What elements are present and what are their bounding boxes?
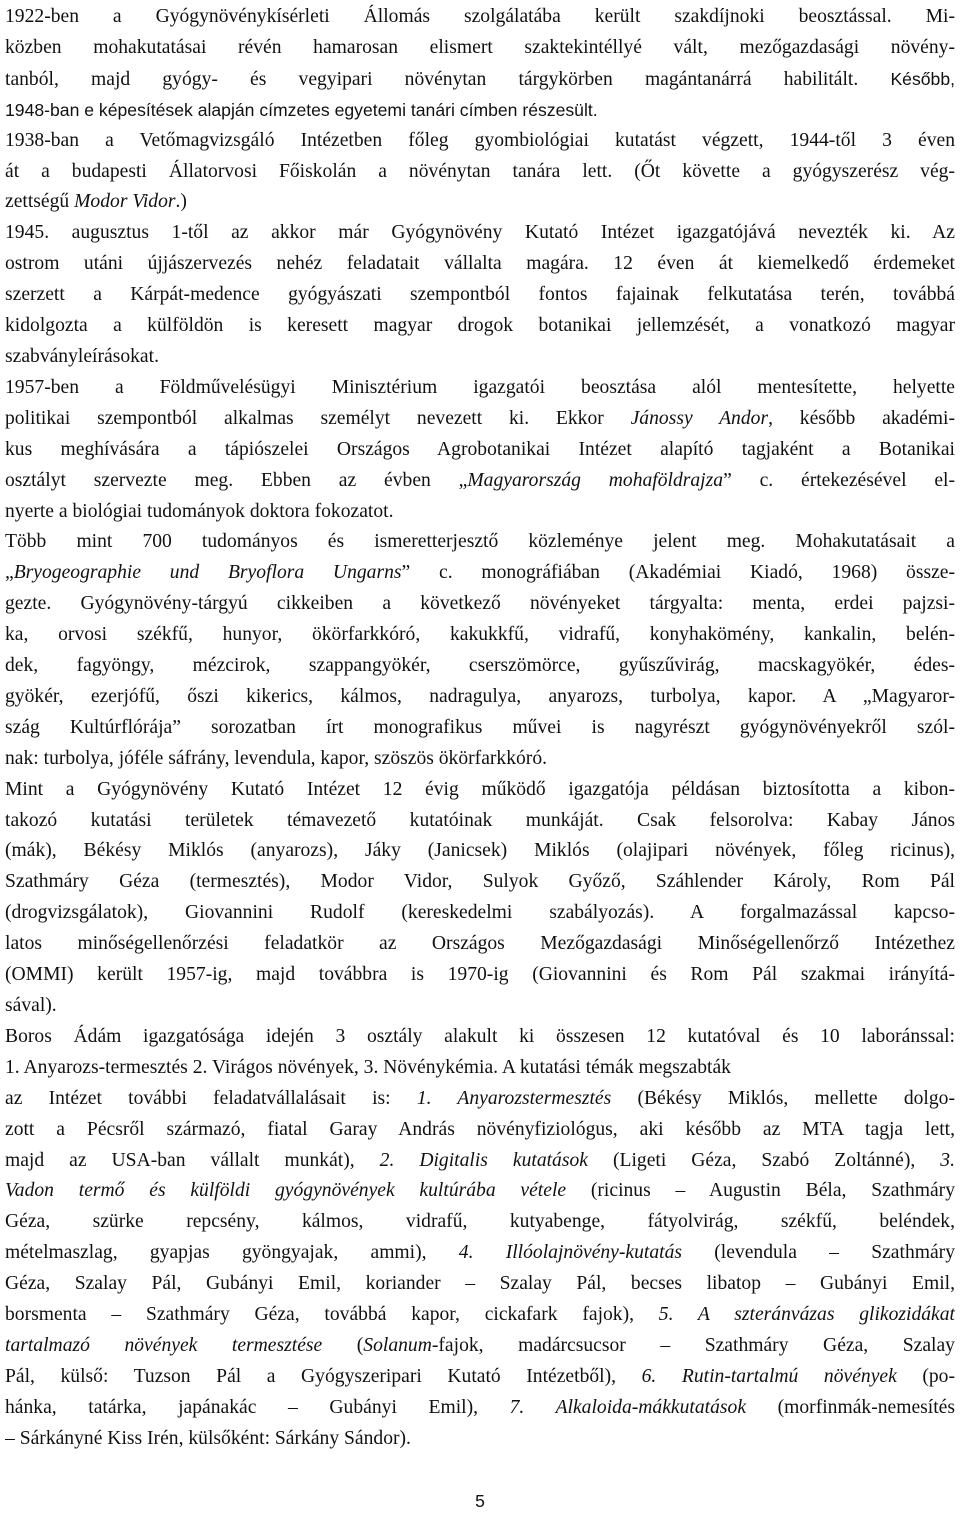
text-line — [5, 1084, 955, 1115]
text-run: osztályt szervezte meg. Ebben az évben „ — [5, 469, 468, 491]
text-run: ” c. értekezésével el- — [723, 469, 955, 491]
text-line — [5, 435, 955, 466]
text-line — [5, 1176, 955, 1207]
text-line — [5, 1115, 955, 1146]
text-line — [5, 651, 955, 682]
text-line — [5, 898, 955, 929]
text-run: közben mohakutatásai révén hamarosan elismert szaktekintéllyé vált, mezőgazdasági növény- — [5, 36, 955, 58]
text-run: szabványleírásokat. — [5, 345, 159, 367]
text-run: takozó kutatási területek témavezető kutatóinak munkáját. Csak felsorolva: Kabay János — [5, 809, 955, 831]
text-run: nyerte a biológiai tudományok doktora fokozatot. — [5, 500, 394, 522]
text-run: borsmenta – Szathmáry Géza, továbbá kapor, cickafark fajok), — [5, 1304, 659, 1326]
text-run: sával). — [5, 995, 57, 1016]
text-run: hánka, tatárka, japánakác – Gubányi Emil), — [5, 1396, 510, 1418]
text-run: – Sárkányné Kiss Irén, külsőként: Sárkány Sándor). — [5, 1427, 411, 1449]
italic-text-run: 7. Alkaloida-mákkutatások — [509, 1396, 747, 1418]
text-line — [5, 527, 955, 558]
text-run: majd az USA-ban vállalt munkát), — [5, 1149, 380, 1171]
text-line — [5, 713, 955, 744]
text-line — [5, 589, 955, 620]
text-run: Pál, külső: Tuzson Pál a Gyógyszeripari Kutató Intézetből), — [5, 1365, 642, 1387]
text-line — [5, 558, 955, 589]
text-run: ostrom utáni újjászervezés nehéz feladatait vállalta magára. 12 éven át kiemelkedő érdemeket — [5, 253, 955, 275]
text-run: ( — [322, 1334, 364, 1356]
italic-text-run: 6. Rutin-tartalmú növények — [641, 1365, 897, 1387]
text-line — [5, 836, 955, 867]
text-run: Géza, szürke repcsény, kálmos, vidrafű, kutyabenge, fátyolvirág, székfű, beléndek, — [5, 1211, 955, 1233]
text-run: Szathmáry Géza (termesztés), Modor Vidor, Sulyok Győző, Száhlender Károly, Rom Pál — [5, 871, 955, 893]
text-run: (mák), Békésy Miklós (anyarozs), Jáky (Janicsek) Miklós (olajipari növények, főleg ricinus), — [5, 840, 955, 862]
text-run: (ricinus – Augustin Béla, Szathmáry — [566, 1180, 955, 1202]
text-run: 1945. augusztus 1-től az akkor már Gyógynövény Kutató Intézet igazgatójává nevezték ki. Az — [5, 222, 955, 244]
italic-text-run: 1. Anyarozstermesztés — [416, 1087, 612, 1109]
text-line — [5, 1238, 955, 1269]
text-run: (morfinmák-nemesítés — [746, 1396, 955, 1418]
italic-text-run: Modor Vidor — [74, 191, 176, 213]
text-run: ” c. monográfiában (Akadémiai Kiadó, 1968) össze- — [401, 562, 955, 584]
text-run: politikai szempontból alkalmas személyt nevezett ki. Ekkor — [5, 407, 631, 429]
text-run: mételmaszlag, gyapjas gyöngyajak, ammi), — [5, 1242, 459, 1264]
text-line — [5, 64, 955, 95]
text-line — [5, 404, 955, 435]
text-run: , később akadémi- — [768, 407, 955, 429]
text-run: 1. Anyarozs-termesztés 2. Virágos növények, 3. Növénykémia. A kutatási témák megszabták — [5, 1056, 731, 1078]
italic-text-run: Jánossy Andor — [630, 407, 769, 429]
italic-text-run: Solanum — [363, 1334, 432, 1356]
text-run: 1957-ben a Földművelésügyi Minisztérium igazgatói beosztása alól mentesítette, helyette — [5, 376, 955, 398]
text-run: 1948-ban e képesítések alapján címzetes egyetemi tanári címben részesült. — [5, 99, 598, 120]
italic-text-run: 2. Digitalis kutatások — [379, 1149, 588, 1171]
text-line — [5, 1053, 955, 1084]
text-line — [5, 1300, 955, 1331]
text-run: Mint a Gyógynövény Kutató Intézet 12 évig működő igazgatója példásan biztosította a kibon- — [5, 778, 955, 800]
text-run: (Békésy Miklós, mellette dolgo- — [611, 1087, 955, 1109]
text-line — [5, 342, 955, 373]
text-line — [5, 95, 955, 126]
text-line — [5, 1393, 955, 1424]
text-run: „ — [5, 562, 14, 584]
text-run: zettségű — [5, 191, 75, 213]
italic-text-run: 3. — [940, 1149, 955, 1171]
text-run: Géza, Szalay Pál, Gubányi Emil, koriander – Szalay Pál, becses libatop – Gubányi Emil, — [5, 1273, 955, 1295]
text-run: az Intézet további feladatvállalásait is: — [5, 1087, 417, 1109]
text-run: tanból, majd gyógy- és vegyipari növénytan tárgykörben magántanárrá habilitált. — [5, 68, 891, 90]
text-run: át a budapesti Állatorvosi Főiskolán a növénytan tanára lett. (Őt követte a gyógyszerész vég- — [5, 160, 955, 182]
italic-text-run: 4. Illóolajnövény-kutatás — [458, 1242, 683, 1264]
text-run: .) — [175, 191, 187, 213]
text-run: zott a Pécsről származó, fiatal Garay András növényfiziológus, aki később az MTA tagja lett, — [5, 1118, 955, 1140]
text-line — [5, 218, 955, 249]
text-line — [5, 1207, 955, 1238]
text-line — [5, 249, 955, 280]
text-line — [5, 2, 955, 33]
text-run: dek, fagyöngy, mézcirok, szappangyökér, cserszömörce, gyűszűvirág, macskagyökér, édes- — [5, 655, 955, 677]
text-run: Boros Ádám igazgatósága idején 3 osztály alakult ki összesen 12 kutatóval és 10 laboránssal: — [5, 1025, 955, 1047]
text-line — [5, 991, 955, 1022]
text-line — [5, 311, 955, 342]
document-body — [5, 2, 955, 1455]
text-run: -fajok, madárcsucsor – Szathmáry Géza, Szalay — [431, 1334, 955, 1356]
text-run: ka, orvosi székfű, hunyor, ökörfarkkóró, kakukkfű, vidrafű, konyhakömény, kankalin, belén- — [5, 624, 955, 646]
text-line — [5, 775, 955, 806]
italic-text-run: Magyarország mohaföldrajza — [467, 469, 724, 491]
text-run: Több mint 700 tudományos és ismeretterjesztő közleménye jelent meg. Mohakutatásait a — [5, 531, 955, 553]
text-line — [5, 126, 955, 157]
text-line — [5, 806, 955, 837]
text-line — [5, 960, 955, 991]
text-line — [5, 373, 955, 404]
page-number: 5 — [475, 1491, 485, 1511]
italic-text-run: Bryogeographie und Bryoflora Ungarns — [13, 562, 402, 584]
text-run: latos minőségellenőrzési feladatkör az Országos Mezőgazdasági Minőségellenőrző Intézethez — [5, 933, 955, 955]
text-line — [5, 33, 955, 64]
text-line — [5, 744, 955, 775]
text-run: szág Kultúrflórája” sorozatban írt monografikus művei is nagyrészt gyógynövényekről szól- — [5, 716, 955, 738]
text-line — [5, 620, 955, 651]
italic-text-run: tartalmazó növények termesztése — [5, 1334, 323, 1356]
text-line — [5, 1146, 955, 1177]
text-run: gyökér, ezerjófű, őszi kikerics, kálmos, nadragulya, anyarozs, turbolya, kapor. A „Magyaror- — [5, 685, 955, 707]
text-line — [5, 157, 955, 188]
text-run: (OMMI) került 1957-ig, majd továbbra is 1970-ig (Giovannini és Rom Pál szakmai irányítá- — [5, 964, 955, 986]
text-run: gezte. Gyógynövény-tárgyú cikkeiben a következő növényeket tárgyalta: menta, erdei pajzsi- — [5, 593, 955, 615]
text-run: Később, — [890, 68, 955, 89]
text-run: nak: turbolya, jóféle sáfrány, levendula, kapor, szöszös ökörfarkkóró. — [5, 747, 548, 769]
text-line — [5, 682, 955, 713]
text-run: (drogvizsgálatok), Giovannini Rudolf (kereskedelmi szabályozás). A forgalmazással kapcso- — [5, 902, 955, 924]
text-run: (levendula – Szathmáry — [682, 1242, 955, 1264]
text-run: 1922-ben a Gyógynövénykísérleti Állomás szolgálatába került szakdíjnoki beosztással. Mi- — [5, 6, 955, 27]
text-line — [5, 1269, 955, 1300]
text-line — [5, 867, 955, 898]
text-run: kidolgozta a külföldön is keresett magyar drogok botanikai jellemzését, a vonatkozó magyar — [5, 315, 955, 337]
text-line — [5, 187, 955, 218]
text-line — [5, 1022, 955, 1053]
text-line — [5, 497, 955, 528]
text-run: szerzett a Kárpát-medence gyógyászati szempontból fontos fajainak felkutatása terén, továbbá — [5, 284, 955, 306]
text-run: (Ligeti Géza, Szabó Zoltánné), — [587, 1149, 941, 1171]
text-run: (po- — [896, 1365, 955, 1387]
text-run: 1938-ban a Vetőmagvizsgáló Intézetben főleg gyombiológiai kutatást végzett, 1944-től 3 éven — [5, 129, 955, 151]
text-line — [5, 1331, 955, 1362]
text-line — [5, 466, 955, 497]
text-line — [5, 929, 955, 960]
text-line — [5, 280, 955, 311]
text-run: kus meghívására a tápiószelei Országos Agrobotanikai Intézet alapító tagjaként a Botanikai — [5, 438, 955, 460]
text-line — [5, 1424, 955, 1455]
text-line — [5, 1362, 955, 1393]
italic-text-run: Vadon termő és külföldi gyógynövények kultúrába vétele — [5, 1180, 567, 1202]
italic-text-run: 5. A szteránvázas glikozidákat — [658, 1304, 955, 1326]
